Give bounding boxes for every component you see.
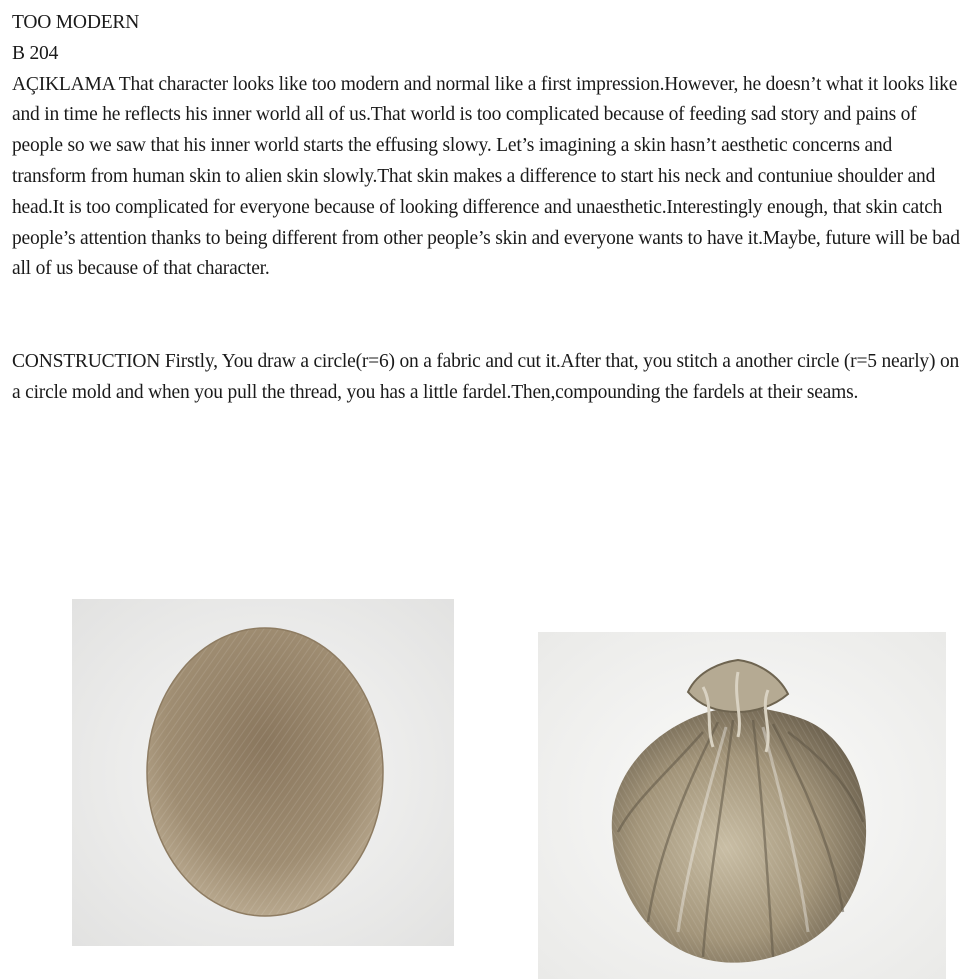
- construction-paragraph: [12, 347, 962, 409]
- description-paragraph: [12, 70, 962, 286]
- fabric-circle-illustration: [72, 599, 454, 946]
- paragraph-gap: [12, 285, 962, 347]
- fabric-fardel-photo: [538, 632, 946, 979]
- description-text: That character looks like too modern and normal like a first impression.However, he doesn’t what it looks like and in time he reflects his inner world all of us.That world is too complicated because of feeding sad story and pains of people so we saw that his inner world starts the effusing slowy. Let’s imagining a skin hasn’t aesthetic concerns and transform from human skin to alien skin slowly.That skin makes a difference to start his neck and contuniue shoulder and head.It is too complicated for everyone because of looking difference and unaesthetic.Interestingly enough, that skin catch people’s attention thanks to being different from other people’s skin and everyone wants to have it.Maybe, future will be bad all of us because of that character.: [12, 73, 960, 280]
- fabric-fardel-illustration: [538, 632, 946, 979]
- document-title: TOO MODERN: [12, 12, 140, 33]
- construction-text: Firstly, You draw a circle(r=6) on a fabric and cut it.After that, you stitch a another circle (r=5 nearly) on a circle mold and when you pull the thread, you has a little fardel.Then,compounding the fardels at their seams.: [12, 351, 960, 403]
- construction-label: CONSTRUCTION: [12, 351, 161, 373]
- text-block: [12, 8, 962, 409]
- fabric-circle-photo: [72, 599, 454, 946]
- description-label: AÇIKLAMA: [12, 73, 115, 95]
- document-code: B 204: [12, 42, 59, 64]
